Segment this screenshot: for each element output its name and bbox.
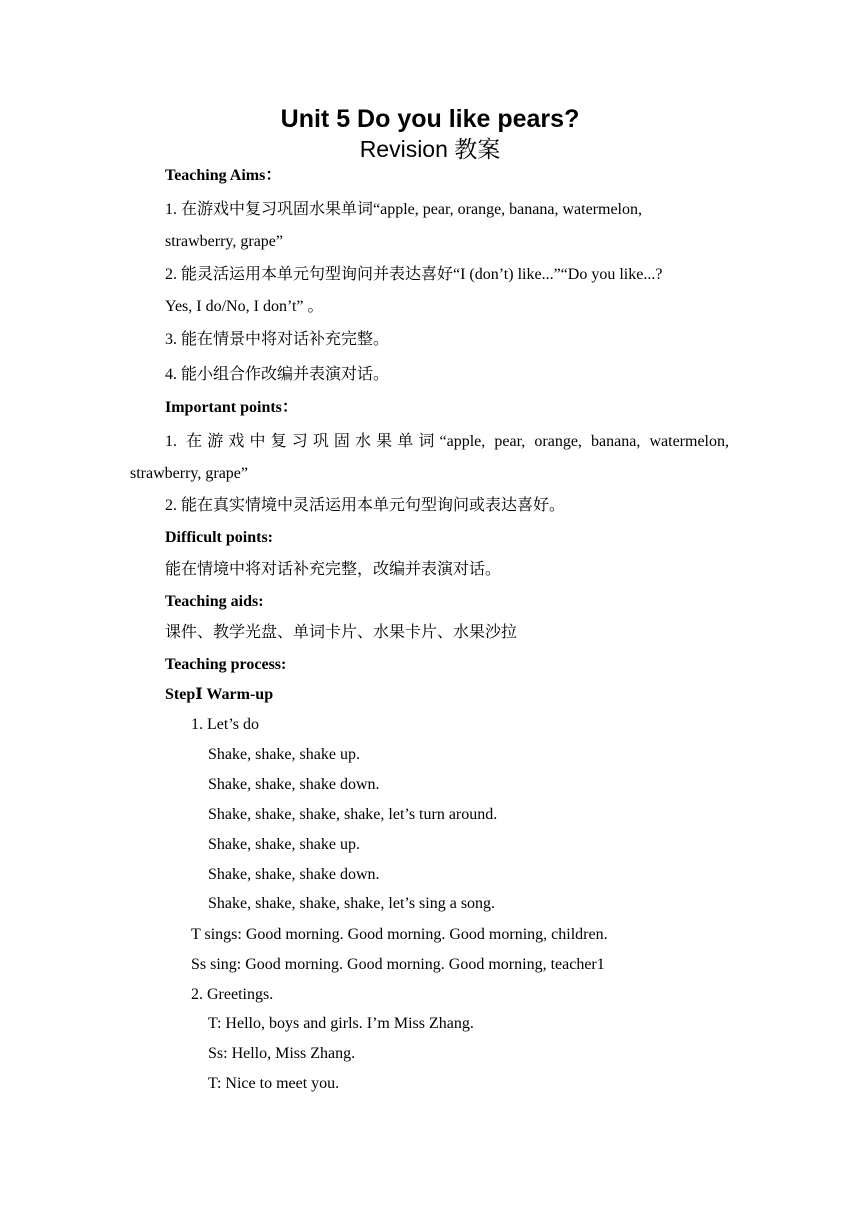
teaching-aids-text: 课件、教学光盘、单词卡片、水果卡片、水果沙拉 — [165, 624, 518, 641]
dialogue-line: Ss: Hello, Miss Zhang. — [208, 1045, 356, 1062]
difficult-points-heading: Difficult points: — [165, 529, 273, 546]
aims-line-3: 2. 能灵活运用本单元句型询问并表达喜好“I (don’t) like...”“Do you like...? — [165, 266, 663, 283]
important-points-heading: Important points： — [165, 399, 298, 416]
aims-line-6: 4. 能小组合作改编并表演对话。 — [165, 366, 390, 383]
step-1-heading: StepⅠ Warm-up — [165, 686, 274, 703]
chant-line: Shake, shake, shake up. — [208, 746, 360, 763]
important-line-1: 1. 在游戏中复习巩固水果单词“apple, pear, orange, banana, watermelon, — [165, 433, 729, 450]
teaching-process-heading: Teaching process: — [165, 656, 287, 673]
chant-line: Shake, shake, shake, shake, let’s turn around. — [208, 806, 498, 823]
dialogue-line: T: Nice to meet you. — [208, 1075, 340, 1092]
chant-line: Shake, shake, shake up. — [208, 836, 360, 853]
document-subtitle: Revision 教案 — [359, 136, 501, 162]
aims-line-2: strawberry, grape” — [165, 233, 284, 250]
greetings-label: 2. Greetings. — [191, 986, 274, 1003]
document-title: Unit 5 Do you like pears? — [280, 105, 580, 133]
aims-line-1: 1. 在游戏中复习巩固水果单词“apple, pear, orange, banana, watermelon, — [165, 201, 643, 218]
chant-line: Shake, shake, shake down. — [208, 866, 380, 883]
lets-do-label: 1. Let’s do — [191, 716, 259, 733]
teaching-aims-heading: Teaching Aims： — [165, 167, 282, 184]
dialogue-line: T: Hello, boys and girls. I’m Miss Zhang. — [208, 1015, 474, 1032]
students-sing-line: Ss sing: Good morning. Good morning. Good morning, teacher1 — [191, 956, 605, 973]
teacher-sings-line: T sings: Good morning. Good morning. Good morning, children. — [191, 926, 608, 943]
aims-line-5: 3. 能在情景中将对话补充完整。 — [165, 331, 390, 348]
difficult-points-text: 能在情境中将对话补充完整，改编并表演对话。 — [165, 561, 502, 578]
important-line-3: 2. 能在真实情境中灵活运用本单元句型询问或表达喜好。 — [165, 497, 566, 514]
important-line-2: strawberry, grape” — [130, 465, 249, 482]
chant-line: Shake, shake, shake down. — [208, 776, 380, 793]
aims-line-4: Yes, I do/No, I don’t” 。 — [165, 298, 324, 315]
teaching-aids-heading: Teaching aids: — [165, 593, 264, 610]
chant-line: Shake, shake, shake, shake, let’s sing a song. — [208, 895, 496, 912]
